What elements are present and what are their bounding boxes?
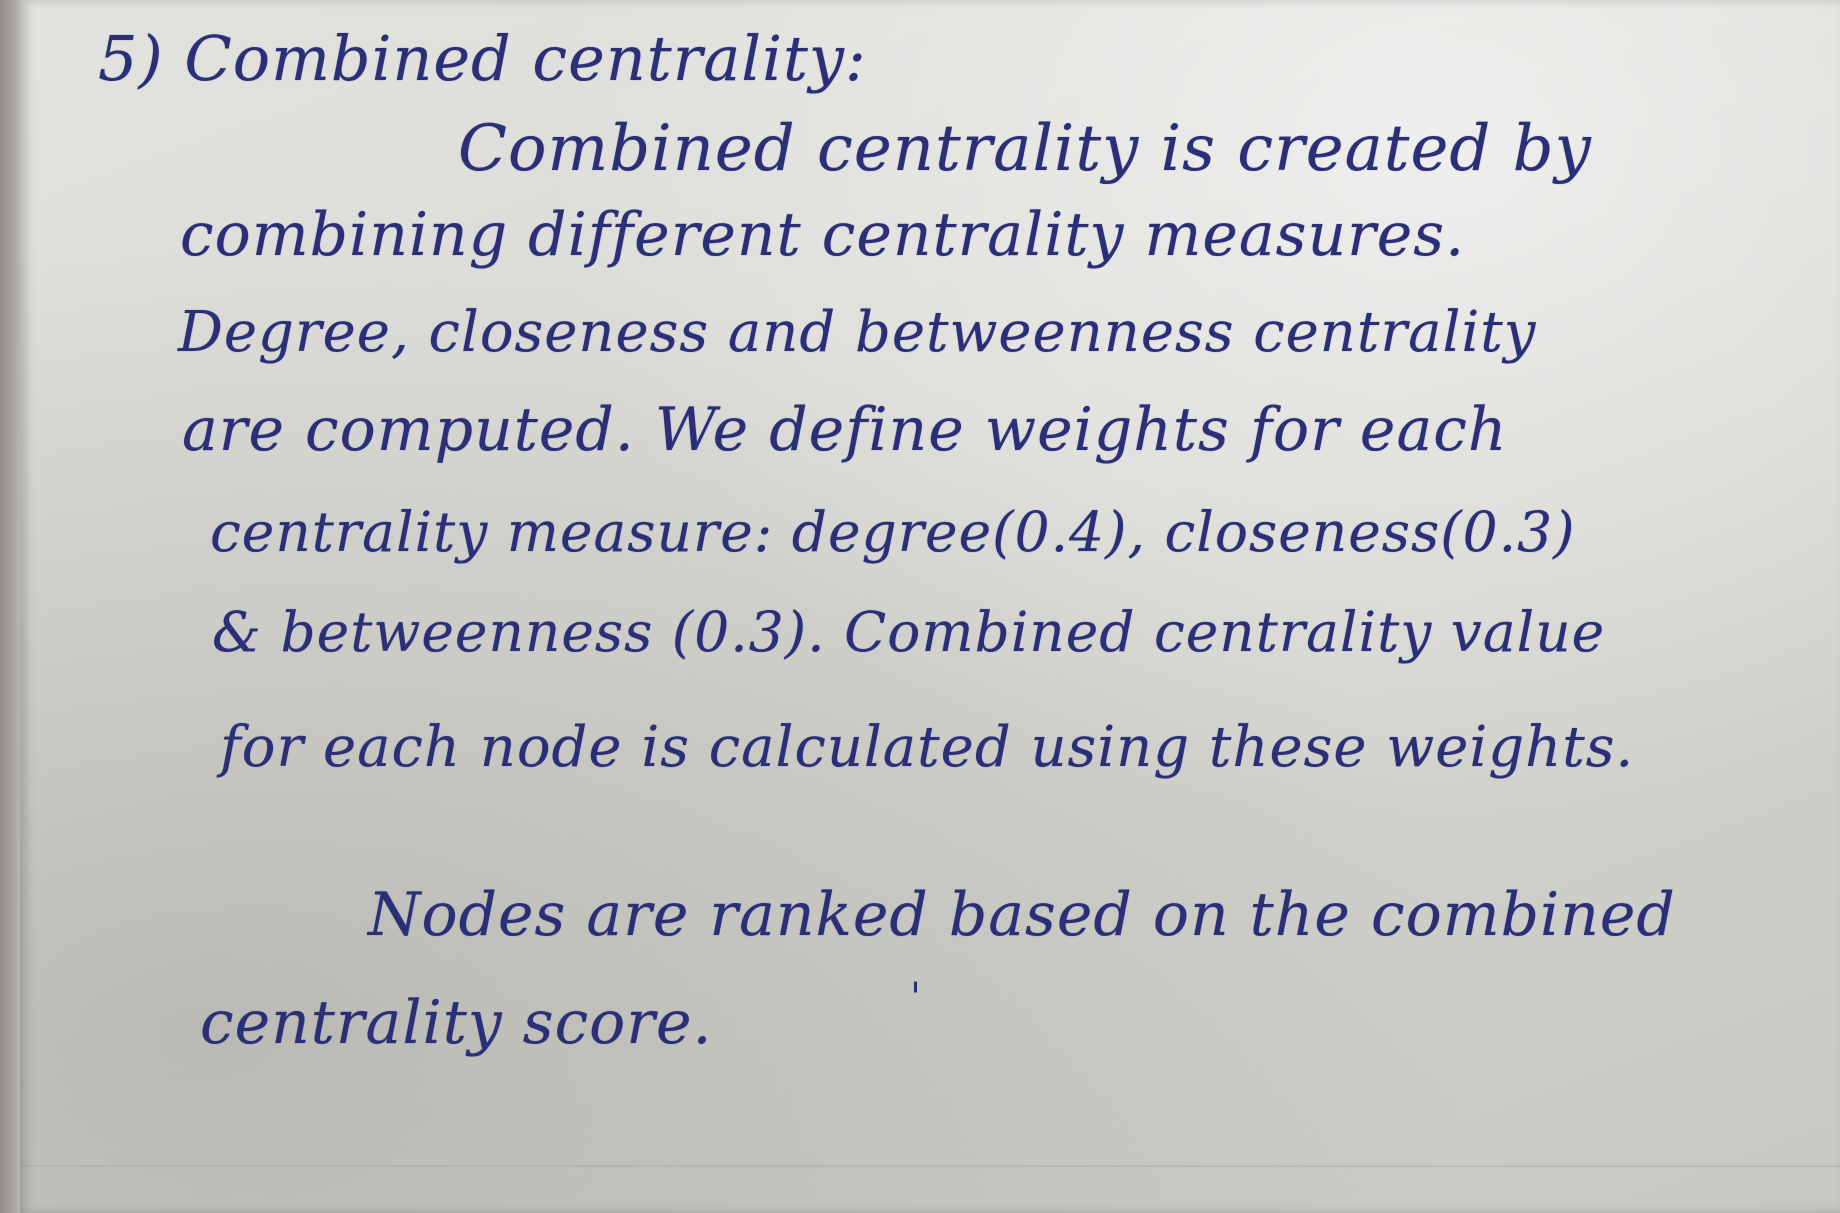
notebook-page — [20, 0, 1840, 1213]
note-line-6: & betweenness (0.3). Combined centrality value — [212, 600, 1606, 664]
note-line-5: centrality measure: degree(0.4), closeness(0.3) — [210, 500, 1576, 564]
note-line-3: Degree, closeness and betweenness centrality — [178, 300, 1537, 365]
note-line-4: are computed. We define weights for each — [182, 395, 1508, 465]
note-heading: 5) Combined centrality: — [98, 22, 867, 95]
note-line-7: for each node is calculated using these weights. — [220, 715, 1635, 780]
stray-ink-mark: ' — [910, 975, 921, 1021]
note-line-9: centrality score. — [200, 988, 713, 1058]
note-line-2: combining different centrality measures. — [180, 200, 1466, 270]
note-line-8: Nodes are ranked based on the combined — [368, 880, 1676, 950]
note-line-1: Combined centrality is created by — [458, 112, 1592, 186]
